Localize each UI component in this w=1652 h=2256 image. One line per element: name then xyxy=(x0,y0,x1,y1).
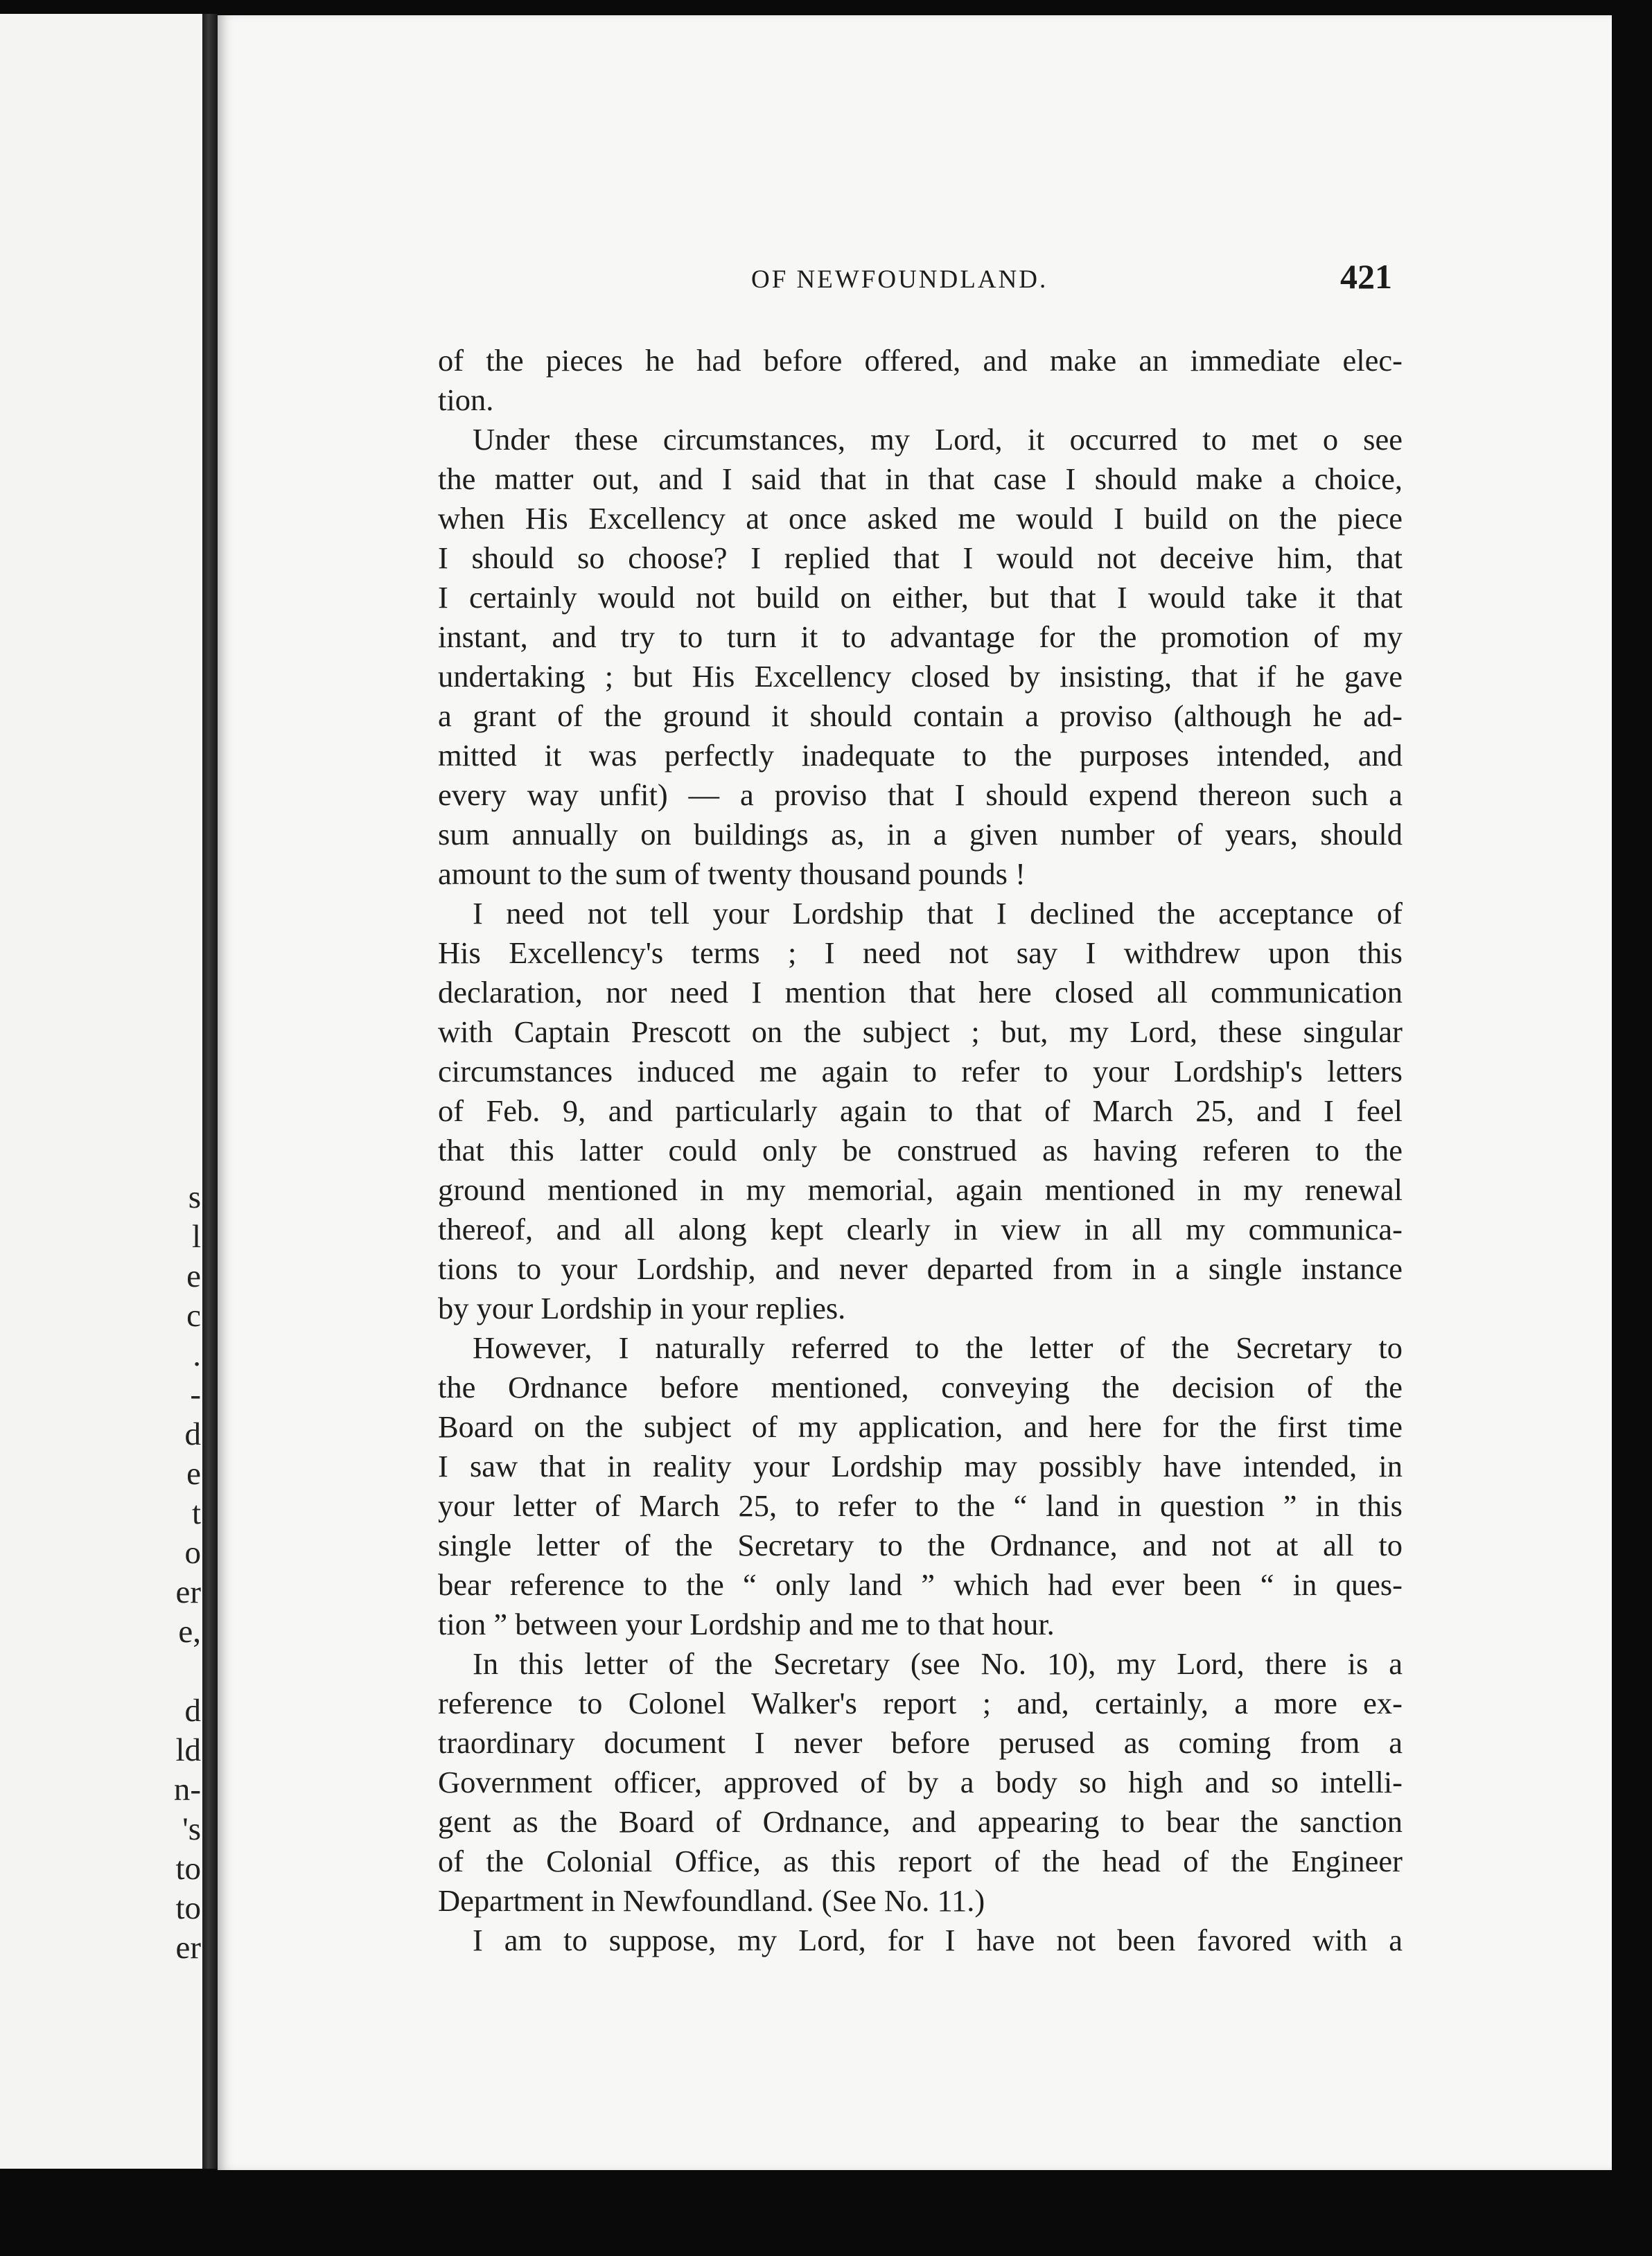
text-line: the matter out, and I said that in that case I should make a choice, xyxy=(438,461,1403,496)
text-line: when His Excellency at once asked me would I build on the piece xyxy=(438,501,1403,536)
left-page-text-fragments xyxy=(146,1178,201,1968)
text-line: of Feb. 9, and particularly again to that of March 25, and I feel xyxy=(438,1093,1403,1128)
text-line: I am to suppose, my Lord, for I have not been favored with a xyxy=(473,1923,1403,1957)
left-fragment: n- xyxy=(173,1772,201,1808)
left-fragment: to xyxy=(175,1851,201,1887)
text-line: declaration, nor need I mention that here closed all communication xyxy=(438,975,1403,1010)
left-fragment xyxy=(146,1652,201,1691)
left-fragment: e xyxy=(186,1456,201,1492)
text-line: tions to your Lordship, and never departed from in a single instance xyxy=(438,1251,1403,1286)
left-fragment: ld xyxy=(175,1732,201,1768)
left-fragment: to xyxy=(175,1890,201,1926)
text-line: gent as the Board of Ordnance, and appearing to bear the sanction xyxy=(438,1804,1403,1839)
text-line: of the pieces he had before offered, and make an immediate elec- xyxy=(438,343,1403,378)
left-fragment: - xyxy=(190,1377,201,1413)
left-fragment: e xyxy=(186,1258,201,1294)
text-line: I should so choose? I replied that I would not deceive him, that xyxy=(438,540,1403,575)
text-line: bear reference to the “ only land ” which had ever been “ in ques- xyxy=(438,1567,1403,1602)
left-fragment: d xyxy=(184,1416,201,1452)
text-line: sum annually on buildings as, in a given number of years, should xyxy=(438,817,1403,852)
left-fragment: o xyxy=(184,1535,201,1571)
text-line: the Ordnance before mentioned, conveying the decision of the xyxy=(438,1370,1403,1404)
text-line: I saw that in reality your Lordship may possibly have intended, in xyxy=(438,1449,1403,1483)
text-line: amount to the sum of twenty thousand pounds ! xyxy=(438,856,1026,891)
book-gutter xyxy=(202,14,218,2169)
page-header xyxy=(218,244,1403,299)
text-line: traordinary document I never before perused as coming from a xyxy=(438,1725,1403,1760)
text-line: tion ” between your Lordship and me to that hour. xyxy=(438,1607,1055,1641)
text-line: His Excellency's terms ; I need not say I withdrew upon this xyxy=(438,935,1403,970)
text-line: Government officer, approved of by a body so high and so intelli- xyxy=(438,1765,1403,1799)
left-fragment: l xyxy=(191,1219,201,1255)
text-line: circumstances induced me again to refer to your Lordship's letters xyxy=(438,1054,1403,1089)
text-line: a grant of the ground it should contain a proviso (although he ad- xyxy=(438,698,1403,733)
text-line: with Captain Prescott on the subject ; but, my Lord, these singular xyxy=(438,1014,1403,1049)
running-head: OF NEWFOUNDLAND. xyxy=(751,265,1048,294)
left-fragment: . xyxy=(193,1337,201,1373)
text-line: I certainly would not build on either, but that I would take it that xyxy=(438,580,1403,615)
left-fragment: d xyxy=(184,1693,201,1729)
text-line: instant, and try to turn it to advantage for the promotion of my xyxy=(438,619,1403,654)
body-text xyxy=(438,341,1403,1960)
text-line: In this letter of the Secretary (see No. 10), my Lord, there is a xyxy=(473,1646,1403,1681)
left-fragment: s xyxy=(188,1179,201,1215)
text-line: undertaking ; but His Excellency closed by insisting, that if he gave xyxy=(438,659,1403,694)
left-fragment: t xyxy=(191,1495,201,1531)
text-line: Under these circumstances, my Lord, it occurred to met o see xyxy=(473,422,1403,457)
left-fragment: c xyxy=(186,1298,201,1334)
text-line: by your Lordship in your replies. xyxy=(438,1291,846,1325)
text-line: Department in Newfoundland. (See No. 11.) xyxy=(438,1883,985,1918)
book-page xyxy=(218,15,1612,2170)
text-line: your letter of March 25, to refer to the “ land in question ” in this xyxy=(438,1488,1403,1523)
text-line: thereof, and all along kept clearly in view in all my communica- xyxy=(438,1212,1403,1246)
text-line: single letter of the Secretary to the Ordnance, and not at all to xyxy=(438,1528,1403,1562)
text-line: that this latter could only be construed as having referen to the xyxy=(438,1133,1403,1167)
left-fragment: er xyxy=(175,1574,201,1610)
text-line: Board on the subject of my application, and here for the first time xyxy=(438,1409,1403,1444)
page-number: 421 xyxy=(1340,257,1392,296)
facing-left-page xyxy=(0,14,202,2169)
left-fragment: er xyxy=(175,1930,201,1966)
text-line: reference to Colonel Walker's report ; and, certainly, a more ex- xyxy=(438,1686,1403,1720)
text-line: ground mentioned in my memorial, again mentioned in my renewal xyxy=(438,1172,1403,1207)
text-line: tion. xyxy=(438,382,494,417)
text-line: mitted it was perfectly inadequate to the purposes intended, and xyxy=(438,738,1403,773)
text-line: of the Colonial Office, as this report of the head of the Engineer xyxy=(438,1844,1403,1878)
text-line: However, I naturally referred to the letter of the Secretary to xyxy=(473,1330,1403,1365)
left-fragment: e, xyxy=(178,1614,201,1650)
left-fragment: 's xyxy=(182,1811,201,1847)
text-line: I need not tell your Lordship that I declined the acceptance of xyxy=(473,896,1403,931)
text-line: every way unfit) — a proviso that I should expend thereon such a xyxy=(438,777,1403,812)
